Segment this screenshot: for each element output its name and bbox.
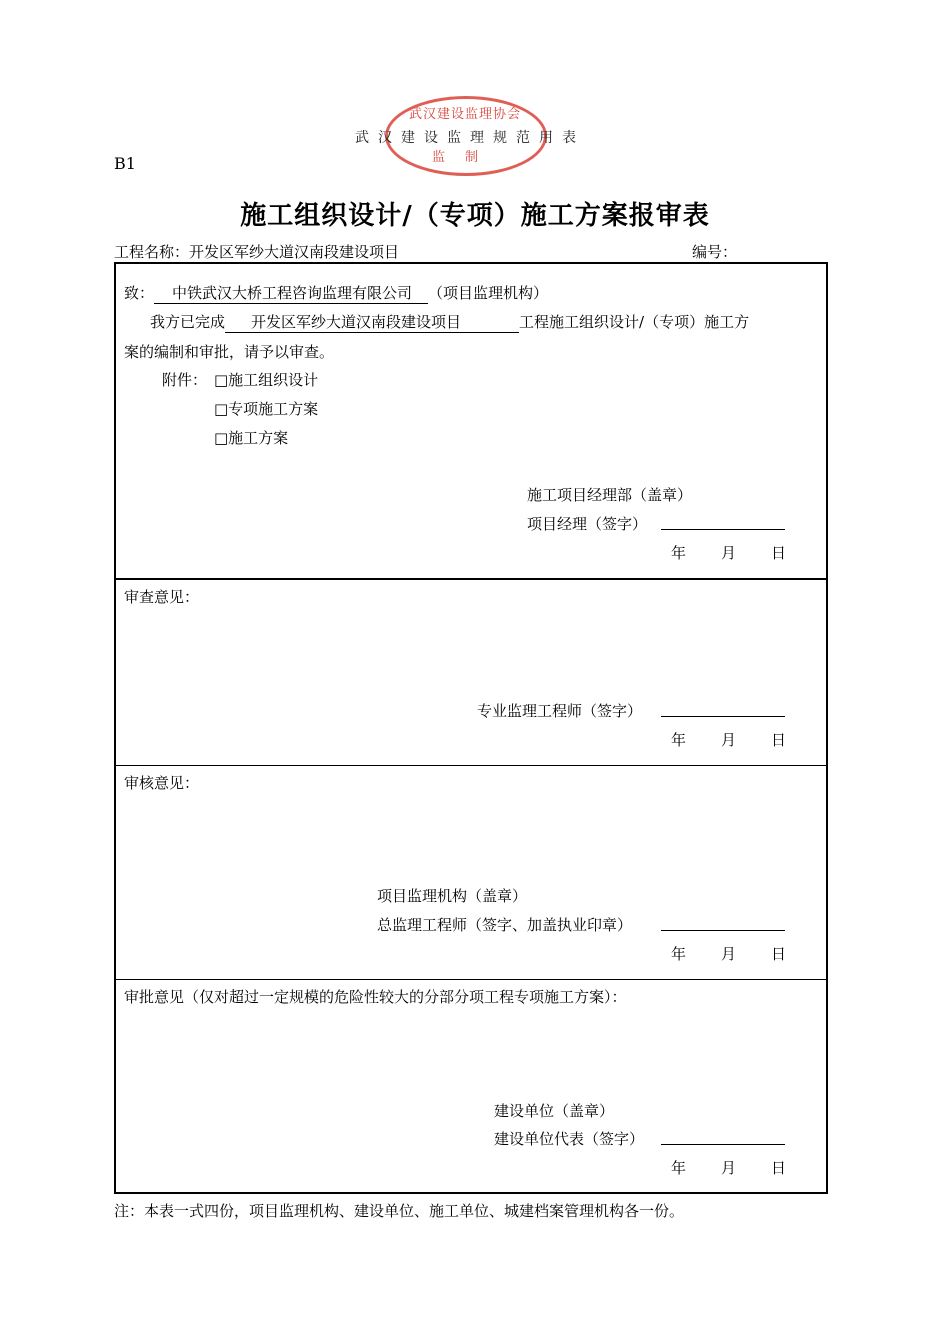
date-month: 月 [721, 731, 737, 749]
form-code: B1 [114, 154, 136, 173]
standard-form-label: 武汉建设监理规范用表 [355, 130, 585, 146]
date-day: 日 [771, 544, 787, 562]
chief-engineer-signature-label: 总监理工程师（签字、加盖执业印章） [377, 916, 633, 934]
audit-opinion-heading: 审核意见： [124, 774, 200, 792]
date-day: 日 [771, 1159, 787, 1177]
date-day: 日 [771, 731, 787, 749]
section-divider [116, 578, 826, 580]
date-month: 月 [721, 945, 737, 963]
form-table [114, 262, 828, 1194]
supervisor-engineer-signature-label: 专业监理工程师（签字） [477, 702, 643, 720]
date-year: 年 [671, 544, 687, 562]
contractor-dept-seal: 施工项目经理部（盖章） [527, 486, 693, 504]
date-year: 年 [671, 945, 687, 963]
completion-statement-cont: 案的编制和审批，请予以审查。 [124, 343, 335, 361]
attachment-checkbox-special-plan[interactable]: □专项施工方案 [214, 400, 319, 418]
completion-suffix: 工程施工组织设计/（专项）施工方 [519, 313, 750, 331]
section-divider [116, 765, 826, 766]
stamp-issued-text: 监制 [431, 150, 498, 165]
completion-prefix: 我方已完成 [150, 313, 226, 331]
owner-unit-seal: 建设单位（盖章） [494, 1102, 615, 1120]
date-year: 年 [671, 731, 687, 749]
to-suffix: （项目监理机构） [428, 284, 549, 302]
date-day: 日 [771, 945, 787, 963]
approval-opinion-heading: 审批意见（仅对超过一定规模的危险性较大的分部分项工程专项施工方案）： [124, 988, 627, 1006]
owner-representative-signature-label: 建设单位代表（签字） [494, 1130, 645, 1148]
to-label: 致： [124, 284, 155, 302]
project-name: 开发区军纱大道汉南段建设项目 [189, 243, 400, 261]
chief-engineer-signature-field[interactable] [661, 930, 785, 931]
completion-statement [150, 311, 749, 333]
date-month: 月 [721, 544, 737, 562]
stamp-org-text: 武汉建设监理协会 [408, 107, 521, 122]
completed-project: 开发区军纱大道汉南段建设项目 [225, 311, 519, 333]
addressee-line [124, 282, 548, 304]
project-line [114, 241, 399, 262]
supervision-org-seal: 项目监理机构（盖章） [377, 887, 528, 905]
attachment-checkbox-org-design[interactable]: □施工组织设计 [214, 371, 319, 389]
date-year: 年 [671, 1159, 687, 1177]
project-label: 工程名称： [114, 243, 190, 261]
serial-number-label: 编号： [692, 243, 738, 261]
attachments-label: 附件： [162, 371, 208, 389]
footnote: 注：本表一式四份，项目监理机构、建设单位、施工单位、城建档案管理机构各一份。 [114, 1202, 685, 1220]
project-manager-signature-label: 项目经理（签字） [527, 515, 648, 533]
supervision-org: 中铁武汉大桥工程咨询监理有限公司 [154, 282, 428, 304]
section-divider [116, 979, 826, 980]
review-opinion-heading: 审查意见： [124, 588, 200, 606]
date-month: 月 [721, 1159, 737, 1177]
owner-representative-signature-field[interactable] [661, 1144, 785, 1145]
supervisor-engineer-signature-field[interactable] [661, 716, 785, 717]
attachment-checkbox-construction-plan[interactable]: □施工方案 [214, 429, 289, 447]
page-title: 施工组织设计/（专项）施工方案报审表 [240, 201, 710, 231]
project-manager-signature-field[interactable] [661, 529, 785, 530]
